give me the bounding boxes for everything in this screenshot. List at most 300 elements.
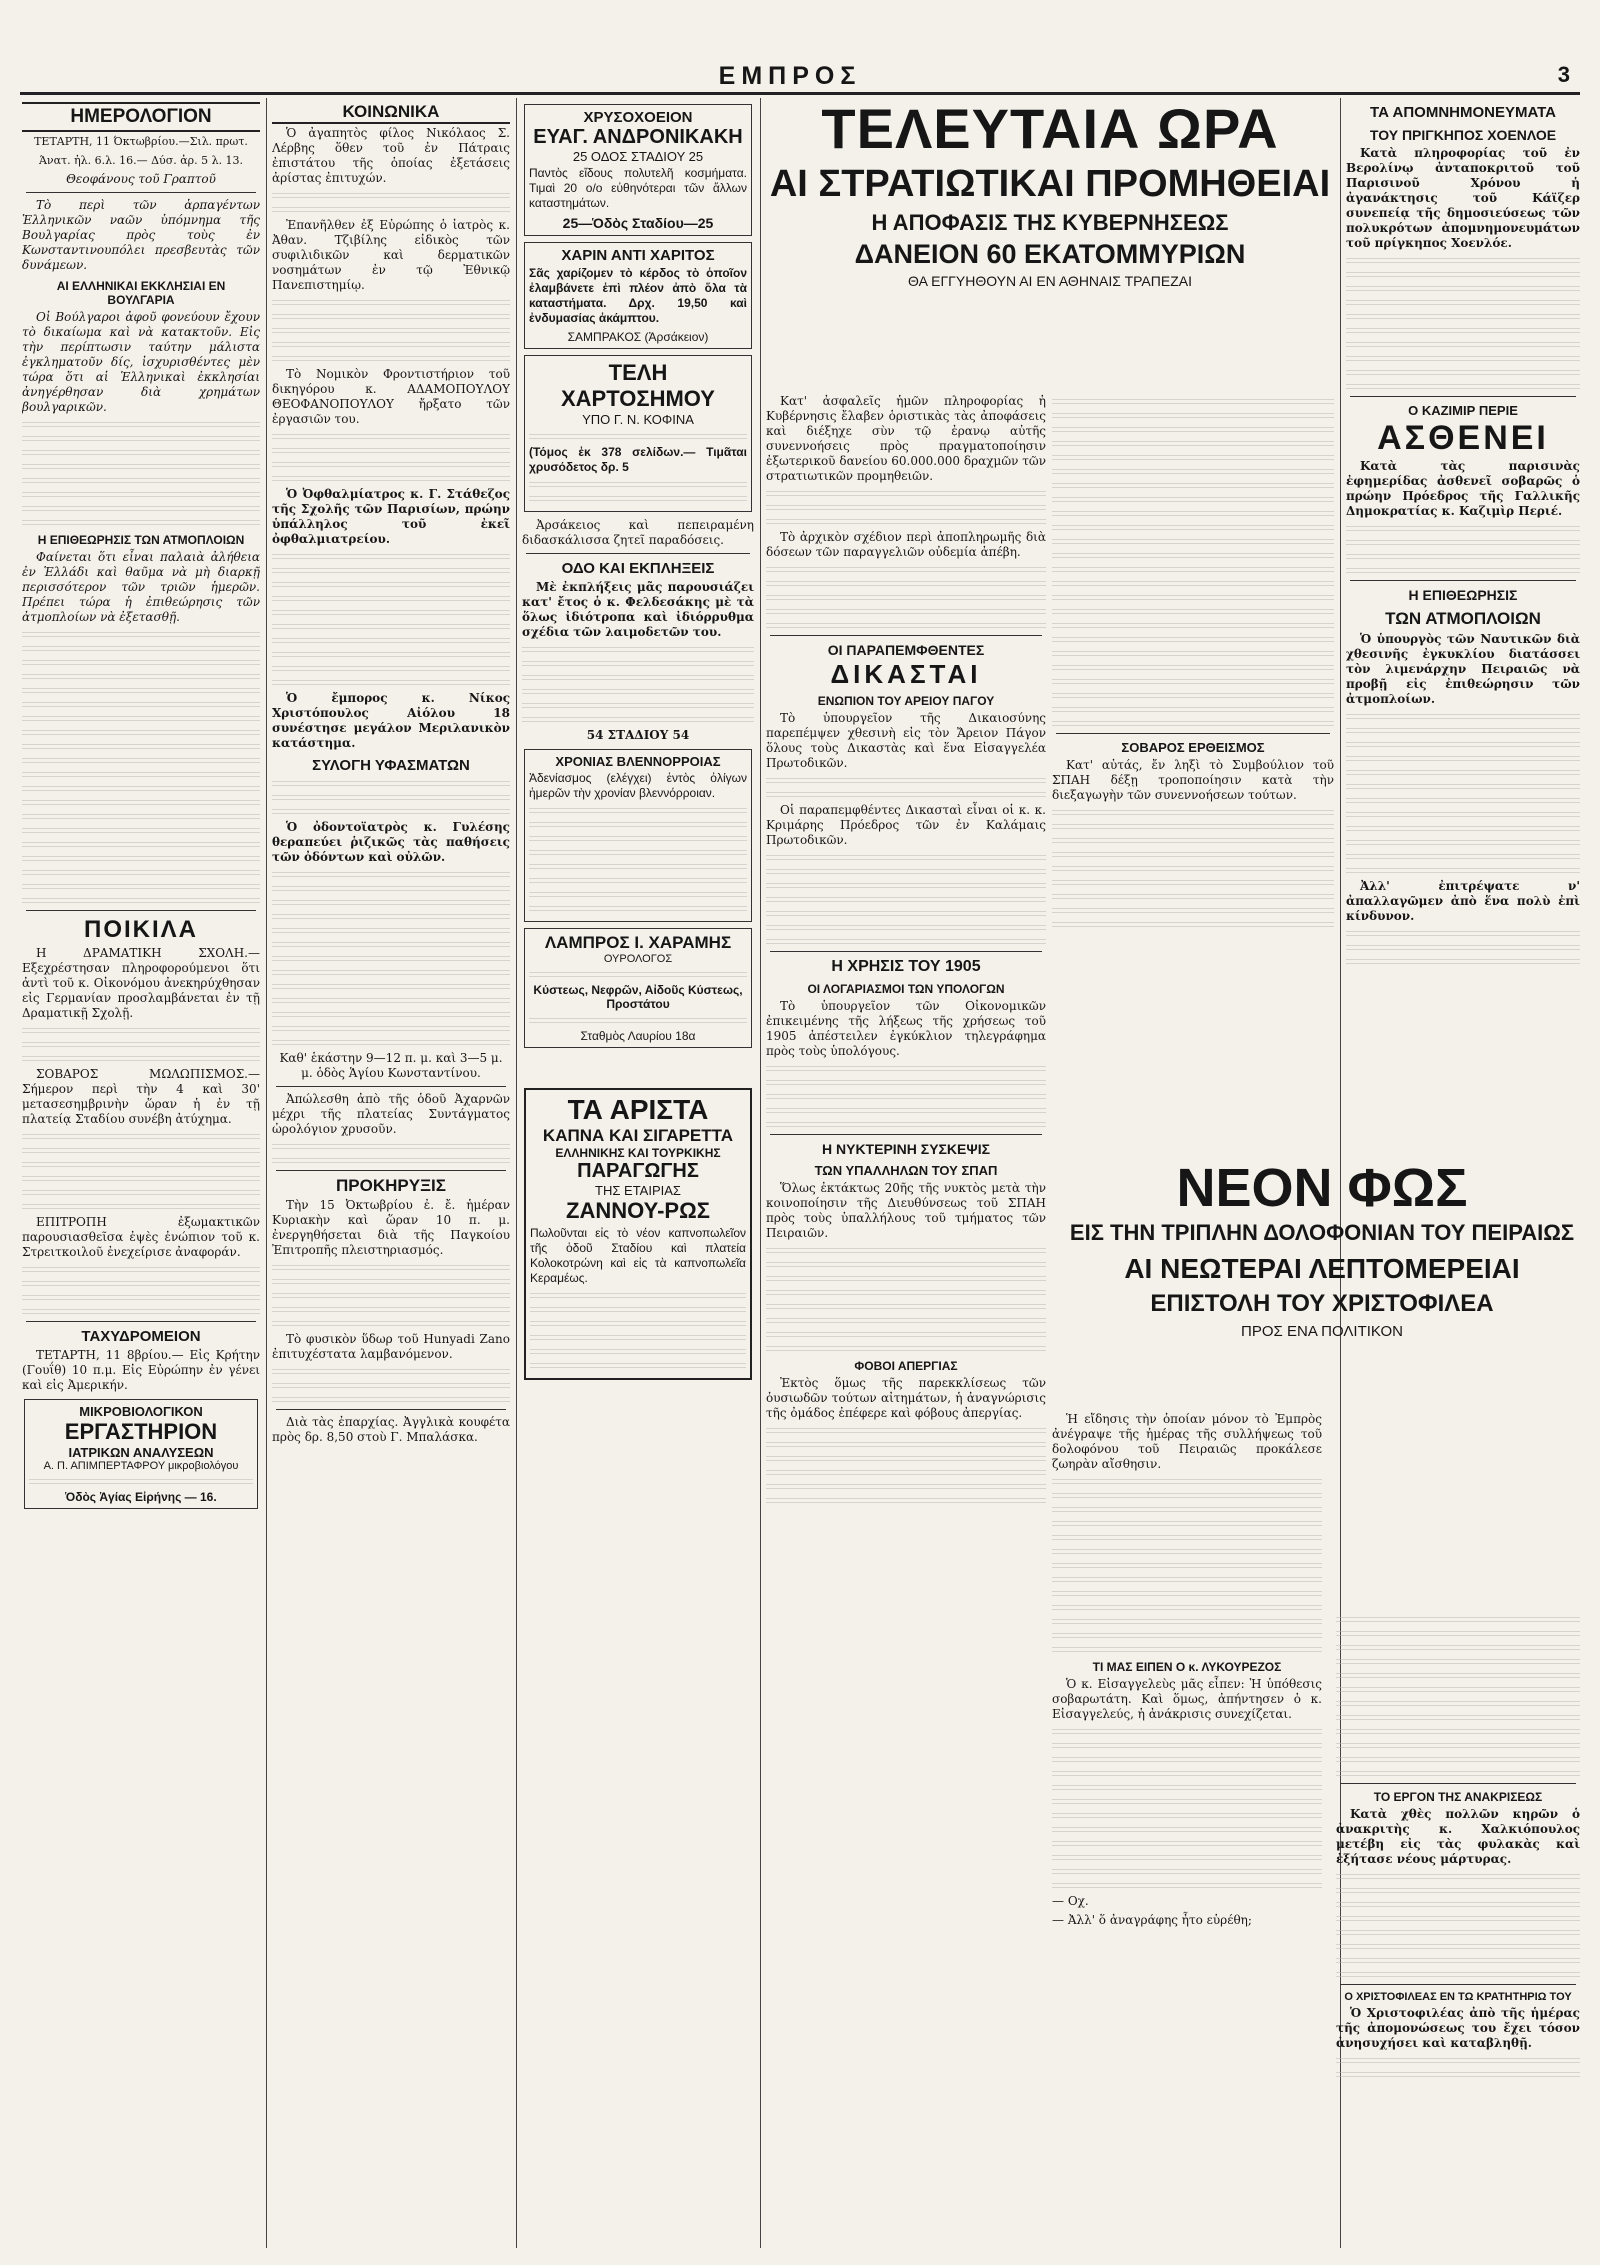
text-block: [1052, 1504, 1322, 1514]
text-block: [1052, 1490, 1322, 1500]
text-block: [1052, 536, 1334, 546]
clothing-advertisement: [524, 242, 752, 349]
text-block: [766, 1481, 1046, 1491]
text-block: [1052, 1532, 1322, 1542]
text-block: [766, 789, 1046, 799]
article-text: Τὴν 15 Ὀκτωβρίου ἐ. ἔ. ἡμέραν Κυριακὴν καὶ ὥραν 10 π. μ. ἐνεργηθήσεται διὰ τῆς Παγκοίου Ἐπιτροπῆς πλειστηριασμός.: [272, 1198, 510, 1257]
ad-line: 25 ΟΔΟΣ ΣΤΑΔΙΟΥ 25: [572, 149, 704, 164]
text-block: [22, 671, 260, 681]
text-block: [22, 741, 260, 751]
column-6b: [1336, 1610, 1580, 2240]
divider: [770, 635, 1042, 636]
text-block: [1052, 821, 1334, 831]
article-heading: ΣΥΛΟΓΗ ΥΦΑΣΜΑΤΩΝ: [312, 757, 470, 774]
date-line: ΤΕΤΑΡΤΗ, 11 Όκτωβρίου.—Σιλ. πρωτ.: [34, 135, 248, 148]
text-block: [1052, 550, 1334, 560]
text-block: [1346, 725, 1580, 735]
text-block: [22, 1053, 260, 1063]
text-block: [1336, 1670, 1580, 1680]
text-block: [22, 1292, 260, 1302]
section-heading: ΠΟΙΚΙΛΑ: [83, 916, 198, 943]
text-block: [1052, 522, 1334, 532]
headline-line: ΕΠΙΣΤΟΛΗ ΤΟΥ ΧΡΙΣΤΟΦΙΛΕΑ: [1150, 1290, 1494, 1318]
text-block: [1346, 837, 1580, 847]
article-text: Τὸ ἀρχικὸν σχέδιον περὶ ἀποπληρωμῆς διὰ δόσεων τῶν παραγγελιῶν οὐδεμία ἀπέβη.: [766, 530, 1046, 559]
text-block: [1052, 508, 1334, 518]
text-block: [1052, 835, 1334, 845]
column-4: [766, 392, 1046, 2242]
text-block: [22, 1145, 260, 1155]
column-divider: [516, 98, 517, 2248]
ad-title: ΕΡΓΑΣΤΗΡΙΟΝ: [64, 1419, 218, 1444]
article-text: Ἐπανῆλθεν ἐξ Εὐρώπης ὁ ἰατρὸς κ. Ἀθαν. Τζιβίλης εἰδικὸς τῶν συφιλιδικῶν καὶ δερματικῶν νοσημάτων ἐν τῷ Ἐθνικῷ Πανεπιστημίῳ.: [272, 218, 510, 292]
article-heading: ΕΝΩΠΙΟΝ ΤΟΥ ΑΡΕΙΟΥ ΠΑΓΟΥ: [817, 694, 995, 709]
ad-text: Σᾶς χαρίζομεν τὸ κέρδος τὸ ὁποῖον ἐλαμβάνετε ἐπὶ πλέον ἀπὸ ὅλα τὰ καταστήματα. Δρχ. 19,50 καὶ ἐνδυμασίας ἀκάμπτου.: [529, 266, 747, 325]
text-block: [22, 1159, 260, 1169]
text-block: [1336, 2055, 1580, 2065]
text-block: [1346, 353, 1580, 363]
article-heading: ΑΣΘΕΝΕΙ: [1377, 419, 1549, 457]
headline-line: Η ΑΠΟΦΑΣΙΣ ΤΗΣ ΚΥΒΕΡΝΗΣΕΩΣ: [871, 209, 1229, 235]
text-block: [766, 578, 1046, 588]
text-block: [1052, 919, 1334, 929]
section-heading: ΚΟΙΝΩΝΙΚΑ: [272, 102, 510, 124]
article-heading: ΦΟΒΟΙ ΑΠΕΡΓΙΑΣ: [854, 1359, 958, 1374]
text-block: [1052, 1740, 1322, 1750]
text-block: [272, 778, 510, 788]
section-heading: ΠΡΟΚΗΡΥΞΙΣ: [336, 1176, 446, 1195]
text-block: [272, 1023, 510, 1033]
headline-line: ΕΙΣ ΤΗΝ ΤΡΙΠΛΗΝ ΔΟΛΟΦΟΝΙΑΝ ΤΟΥ ΠΕΙΡΑΙΩΣ: [1069, 1219, 1575, 1245]
text-block: [22, 811, 260, 821]
book-advertisement: [524, 355, 752, 512]
text-block: [1052, 1754, 1322, 1764]
text-block: [766, 592, 1046, 602]
article-text: Τὸ ὑπουργεῖον τῆς Δικαιοσύνης παρεπέμψεν χθεσινὴ εἰς τὸν Ἄρειον Πάγον ὅλους τοὺς Δικαστὰς καὶ ἕνα Εἰσαγγελέα Πρωτοδικῶν.: [766, 711, 1046, 771]
text-block: [766, 620, 1046, 630]
text-block: [766, 1495, 1046, 1505]
article-text: Ὁ ὀδοντοϊατρὸς κ. Γυλέσης θεραπεύει ῥιζικῶς τὰς παθήσεις τῶν ὀδόντων καὶ οὐλῶν.: [272, 820, 510, 864]
text-block: [522, 658, 754, 668]
text-block: [766, 908, 1046, 918]
text-block: [530, 1360, 746, 1370]
text-block: [1052, 1518, 1322, 1528]
article-text: Ὁ Ὀφθαλμίατρος κ. Γ. Στάθεζος τῆς Σχολῆς τῶν Παρισίων, πρώην ὑπάλληλος τοῦ ἐκεῖ ὀφθαλμιατρείου.: [272, 487, 510, 546]
text-block: [1336, 1684, 1580, 1694]
text-block: [1052, 1810, 1322, 1820]
text-block: [22, 489, 260, 499]
article-text: Κατὰ χθὲς πολλῶν κηρῶν ὁ ἀνακριτὴς κ. Χαλκιόπουλος μετέβη εἰς τὰς φυλακὰς καὶ ἐξήτασε νέους μάρτυρας.: [1336, 1807, 1580, 1866]
text-block: [530, 1304, 746, 1314]
text-block: [766, 564, 1046, 574]
text-block: [1336, 1913, 1580, 1923]
ad-line: ΤΗΣ ΕΤΑΙΡΙΑΣ: [595, 1183, 681, 1198]
article-heading: ΤΟ ΕΡΓΟΝ ΤΗΣ ΑΝΑΚΡΙΣΕΩΣ: [1373, 1790, 1543, 1804]
text-block: [272, 353, 510, 363]
text-block: [22, 783, 260, 793]
text-block: [766, 502, 1046, 512]
text-block: [272, 1290, 510, 1300]
article-text: Οἱ Βούλγαροι ἀφοῦ φονεύουν ἔχουν τὸ δικαίωμα καὶ νὰ κατακτοῦν. Εἰς τὴν περίπτωσιν ταύτην μάλιστα ἐγκληματοῦν δίς, ἰσχυρισθέντες μὲν τώρα ὅτι αἱ Ἑλληνικαὶ ἐκκλησίαι ἀνηγέρθησαν διὰ χρημάτων βουλγαρικῶν.: [22, 310, 260, 414]
article-text: Ἐκτὸς ὅμως τῆς παρεκκλίσεως τῶν ὀυσιωδῶν τούτων αἰτημάτων, ἡ ἀναγνώρισις τῆς ὀμάδος ἐπέφερε καὶ φόβους ἀπεργίας.: [766, 1376, 1046, 1421]
text-block: [522, 686, 754, 696]
text-block: [1336, 1726, 1580, 1736]
masthead: [20, 62, 1580, 90]
headline-line: ΑΙ ΝΕΩΤΕΡΑΙ ΛΕΠΤΟΜΕΡΕΙΑΙ: [1124, 1252, 1520, 1284]
text-block: [1336, 1712, 1580, 1722]
ad-line: ΖΑΝΝΟΥ-ΡΩΣ: [566, 1198, 710, 1223]
main-headline-block: [766, 97, 1334, 290]
text-block: [529, 833, 747, 843]
text-block: [22, 755, 260, 765]
text-block: [22, 643, 260, 653]
divider: [770, 1134, 1042, 1135]
article-heading: Ο ΚΑΖΙΜΙΡ ΠΕΡΙΕ: [1408, 403, 1518, 418]
text-block: [1052, 578, 1334, 588]
text-block: [1052, 1726, 1322, 1736]
text-block: [272, 190, 510, 200]
article-heading: ΤΙ ΜΑΣ ΕΙΠΕΝ Ο κ. ΛΥΚΟΥΡΕΖΟΣ: [1092, 1660, 1282, 1674]
text-block: [1052, 1560, 1322, 1570]
article-text: Ὁ κ. Εἰσαγγελεὺς μᾶς εἶπεν: Ἡ ὑπόθεσις σοβαρωτάτη. Καὶ ὅμως, ἀπήντησεν ὁ κ. Εἰσαγγελεύς, ἡ ἀνάκρισις συνεχίζεται.: [1052, 1677, 1322, 1721]
column-divider: [266, 98, 267, 2248]
text-block: [1346, 537, 1580, 547]
text-block: [22, 1278, 260, 1288]
text-block: [766, 880, 1046, 890]
text-block: [272, 677, 510, 687]
text-block: [1346, 795, 1580, 805]
ad-address: 54 ΣΤΑΔΙΟΥ 54: [586, 728, 690, 742]
text-block: [766, 606, 1046, 616]
page-number: 3: [1557, 62, 1570, 87]
text-block: [272, 579, 510, 589]
main-subheadline: ΑΙ ΣΤΡΑΤΙΩΤΙΚΑΙ ΠΡΟΜΗΘΕΙΑΙ: [769, 162, 1331, 205]
article-heading: ΣΟΒΑΡΟΣ ΕΡΘΕΙΣΜΟΣ: [1121, 740, 1265, 755]
article-text: Διὰ τὰς ἐπαρχίας. Ἀγγλικὰ κουφέτα πρὸς δρ. 8,50 στοὺ Γ. Μπαλάσκα.: [272, 1415, 510, 1444]
divider: [1340, 1783, 1576, 1784]
article-text: Μὲ ἐκπλήξεις μᾶς παρουσιάζει κατ' ἔτος ὁ κ. Φελδεσάκης μὲ τὰ ὅλως ἰδιότροπα καὶ ἰδιόρρυθμα σχέδια τῶν λαιμοδετῶν του.: [522, 580, 754, 639]
article-text: Ὅλως ἐκτάκτως 20ῆς τῆς νυκτὸς μετὰ τὴν κοινοποίησιν τῆς Διευθύνσεως τοῦ ΣΠΑΗ πρὸς τοὺς ὑπαλλήλους τοῦ τμήματος τῶν Πειραιῶν.: [766, 1181, 1046, 1241]
neon-fos-headline-block: [1052, 1160, 1592, 1340]
article-text: Ἀπώλεσθη ἀπὸ τῆς ὁδοῦ Ἀχαρνῶν μέχρι τῆς πλατείας Συντάγματος ὠρολόγιον χρυσοῦν.: [272, 1092, 510, 1136]
text-block: [1336, 1628, 1580, 1638]
text-block: [1346, 823, 1580, 833]
text-block: [22, 895, 260, 905]
text-block: [529, 889, 747, 899]
text-block: [272, 607, 510, 617]
article-text: Φαίνεται ὅτι εἶναι παλαιὰ ἀλήθεια ἐν Ἑλλάδι καὶ θαῦμα νὰ μὴ διαρκῇ περισσότερον τῶν τριῶν ἡμερῶν. Πρέπει τώρα ἡ ἐπιθεώρησις τῶν ἀτμοπλοίων νὰ ἐξετασθῇ.: [22, 550, 260, 624]
text-block: [1052, 480, 1334, 490]
calendar-heading: ΗΜΕΡΟΛΟΓΙΟΝ: [22, 102, 260, 132]
text-block: [22, 797, 260, 807]
text-block: [22, 1264, 260, 1274]
article-text: ΕΠΙΤΡΟΠΗ ἐξωμακτικῶν παρουσιασθεῖσα ἐψὲς ἐνώπιον τοῦ κ. Στρειτκοιλοῦ ἐνεχείρισε ἀναφοράν.: [22, 1215, 260, 1259]
article-heading: Η ΕΠΙΘΕΩΡΗΣΙΣ ΤΩΝ ΑΤΜΟΠΛΟΙΩΝ: [37, 533, 245, 547]
text-block: [1346, 551, 1580, 561]
ad-line: Α. Π. ΑΠΙΜΠΕΡΤΑΦΡΟΥ μικροβιολόγου: [43, 1460, 239, 1472]
text-block: [1052, 1644, 1322, 1654]
text-block: [272, 1380, 510, 1390]
text-block: [1336, 2069, 1580, 2079]
article-text: Τὸ Νομικὸν Φροντιστήριον τοῦ δικηγόρου κ. ΑΔΑΜΟΠΟΥΛΟΥ ΘΕΟΦΑΝΟΠΟΥΛΟΥ ἤρξατο τῶν ἐργασιῶν του.: [272, 367, 510, 426]
text-block: [1336, 1642, 1580, 1652]
text-block: [1346, 339, 1580, 349]
text-block: [766, 1063, 1046, 1073]
text-block: [22, 1187, 260, 1197]
text-block: [1052, 1630, 1322, 1640]
ad-title: ΕΥΑΓ. ΑΝΔΡΟΝΙΚΑΚΗ: [533, 126, 743, 148]
ad-title: ΛΑΜΠΡΟΣ Ι. ΧΑΡΑΜΗΣ: [544, 933, 732, 952]
text-block: [1336, 1754, 1580, 1764]
divider: [276, 1170, 506, 1171]
text-block: [1346, 753, 1580, 763]
lab-advertisement: [24, 1399, 258, 1509]
article-text: — Οχ.: [1052, 1894, 1089, 1908]
newspaper-title: ΕΜΠΡΟΣ: [718, 62, 862, 90]
text-block: [529, 861, 747, 871]
text-block: [272, 883, 510, 893]
article-text: Τὸ ὑπουργεῖον τῶν Οἰκονομικῶν ἐπικειμένης τῆς λήξεως τῆς χρήσεως τοῦ 1905 ἀπέστειλεν ἐγκύκλιον τηλεγράφημα πρὸς τοὺς ὑπολόγους.: [766, 999, 1046, 1059]
text-block: [272, 1155, 510, 1165]
text-block: [272, 1037, 510, 1047]
text-block: [1336, 1969, 1580, 1979]
text-block: [1052, 1602, 1322, 1612]
column-1: [22, 98, 260, 2248]
article-heading: Ο ΧΡΙΣΤΟΦΙΛΕΑΣ ΕΝ ΤΩ ΚΡΑΤΗΤΗΡΙΩ ΤΟΥ: [1344, 1991, 1572, 2003]
ad-title: ΤΕΛΗ ΧΑΡΤΟΣΗΜΟΥ: [561, 360, 715, 411]
text-block: [766, 1329, 1046, 1339]
text-block: [1052, 877, 1334, 887]
ad-title: ΧΑΡΙΝ ΑΝΤΙ ΧΑΡΙΤΟΣ: [561, 247, 715, 264]
text-block: [529, 903, 747, 913]
text-block: [1052, 494, 1334, 504]
text-block: [272, 459, 510, 469]
text-block: [766, 1315, 1046, 1325]
text-block: [1346, 325, 1580, 335]
article-text: — Ἀλλ' ὅ ἀναγράφης ἦτο εὑρέθη;: [1052, 1913, 1252, 1927]
article-heading: ΤΩΝ ΑΤΜΟΠΛΟΙΩΝ: [1385, 608, 1541, 628]
text-block: [1052, 1880, 1322, 1890]
article-text: Κατὰ τὰς παρισινὰς ἐφημερίδας ἀσθενεῖ σοβαρῶς ὁ πρώην Πρόεδρος τῆς Γαλλικῆς Δημοκρατίας κ. Καζιμὶρ Περιέ.: [1346, 458, 1580, 518]
text-block: [766, 1439, 1046, 1449]
text-block: [766, 1259, 1046, 1269]
text-block: [272, 204, 510, 214]
article-text: Ὁ Χριστοφιλέας ἀπὸ τῆς ἡμέρας τῆς ἀπομονώσεως του ἔχει τόσον ἀνησυχήσει καὶ καταβληθῇ.: [1336, 2006, 1580, 2050]
ad-address: 25—Ὁδὸς Σταδίου—25: [562, 215, 714, 231]
ad-line: Κύστεως, Νεφρῶν, Αἰδοῦς Κύστεως, Προστάτου: [533, 983, 743, 1011]
text-block: [766, 1119, 1046, 1129]
text-block: [272, 939, 510, 949]
article-text: Κατ' αὐτάς, ἔν ληξὶ τὸ Συμβούλιον τοῦ ΣΠΑΗ δέξῃ τροποποίησιν κατὰ τὴν διεξαγωγὴν τῶν συνεννοήσεων τούτων.: [1052, 758, 1334, 802]
ad-title: ΧΡΟΝΙΑΣ ΒΛΕΝΝΟΡΡΟΙΑΣ: [555, 754, 721, 769]
text-block: [1052, 905, 1334, 915]
text-block: [272, 967, 510, 977]
text-block: [22, 853, 260, 863]
text-block: [272, 897, 510, 907]
text-block: [766, 1273, 1046, 1283]
text-block: [1336, 1941, 1580, 1951]
article-text: ΣΟΒΑΡΟΣ ΜΩΛΩΠΙΣΜΟΣ.— Σήμερον περὶ τὴν 4 καὶ 30' μετασεσημβρινὴν ὥραν ἡ ἐν τῇ πλατείᾳ Σταδίου συνέβη ἀτύχημα.: [22, 1067, 260, 1126]
text-block: [272, 1318, 510, 1328]
text-block: [272, 649, 510, 659]
text-block: [272, 792, 510, 802]
text-block: [272, 339, 510, 349]
text-block: [1052, 863, 1334, 873]
text-block: [766, 1245, 1046, 1255]
text-block: [272, 325, 510, 335]
divider: [1056, 733, 1330, 734]
text-block: [766, 1091, 1046, 1101]
article-heading: ΑΙ ΕΛΛΗΝΙΚΑΙ ΕΚΚΛΗΣΙΑΙ ΕΝ ΒΟΥΛΓΑΡΙΑ: [56, 279, 226, 307]
text-block: [1052, 1574, 1322, 1584]
text-block: [1346, 865, 1580, 875]
ad-line: ΜΙΚΡΟΒΙΟΛΟΓΙΚΟΝ: [79, 1404, 203, 1419]
text-block: [530, 1290, 746, 1300]
text-block: [272, 806, 510, 816]
article-text: Η ΔΡΑΜΑΤΙΚΗ ΣΧΟΛΗ.—Εξεχρέστησαν πληροφορούμενοι ὅτι ἀντὶ τοῦ κ. Οἰκονόμου ἀνεκηρύχθησαν εἰς Γερμανίαν προσλαμβάνεται ἐν τῇ Δραματικῇ Σχολῇ.: [22, 946, 260, 1020]
text-block: [1346, 942, 1580, 952]
sun-line: Άνατ. ἡλ. 6.λ. 16.— Δύσ. ἀρ. 5 λ. 13.: [38, 154, 244, 167]
text-block: [522, 714, 754, 724]
article-heading: ΔΙΚΑΣΤΑΙ: [830, 659, 982, 689]
text-block: [22, 867, 260, 877]
divider: [26, 1321, 256, 1322]
top-rule: [20, 92, 1580, 95]
text-block: [272, 911, 510, 921]
text-block: [22, 1306, 260, 1316]
text-block: [272, 1262, 510, 1272]
text-block: [766, 488, 1046, 498]
text-block: [1346, 523, 1580, 533]
text-block: [1052, 1824, 1322, 1834]
text-block: [1052, 662, 1334, 672]
column-5: [1052, 392, 1334, 1152]
divider: [276, 1409, 506, 1410]
text-block: [529, 493, 747, 503]
ad-line: ΣΑΜΠΡΑΚΟΣ (Ἀρσάκειον): [567, 330, 709, 344]
text-block: [766, 936, 1046, 946]
text-block: [272, 1009, 510, 1019]
text-block: [22, 447, 260, 457]
text-block: [1052, 564, 1334, 574]
ad-address: Σταθμὸς Λαυρίου 18α: [580, 1029, 696, 1043]
text-block: [272, 311, 510, 321]
text-block: [1052, 606, 1334, 616]
text-block: [1052, 438, 1334, 448]
text-block: [766, 866, 1046, 876]
column-3: [522, 98, 754, 2248]
text-block: [1346, 956, 1580, 966]
divider: [276, 1086, 506, 1087]
text-block: [22, 769, 260, 779]
text-block: [22, 461, 260, 471]
text-block: [1052, 807, 1334, 817]
text-block: [22, 517, 260, 527]
section-heading: ΟΔΟ ΚΑΙ ΕΚΠΛΗΞΕΙΣ: [561, 560, 715, 577]
text-block: [272, 995, 510, 1005]
text-block: [530, 1318, 746, 1328]
text-block: [272, 297, 510, 307]
text-block: [1346, 381, 1580, 391]
article-text: Ἀρσάκειος καὶ πεπειραμένη διδασκάλισσα ζητεῖ παραδόσεις.: [522, 518, 754, 547]
text-block: [272, 925, 510, 935]
text-block: [529, 805, 747, 815]
text-block: [766, 852, 1046, 862]
article-text: Τὸ περὶ τῶν ἁρπαγέντων Ἑλληνικῶν ναῶν ὑπόμνημα τῆς Βουλγαρίας πρὸς τοὺς ἐν Κωνσταντινουπόλει πρεσβευτὰς τῶν δυνάμεων.: [22, 198, 260, 272]
text-block: [272, 953, 510, 963]
text-block: [766, 1301, 1046, 1311]
column-divider: [760, 98, 761, 2248]
text-block: [22, 699, 260, 709]
article-text: Κατὰ πληροφορίας τοῦ ἐν Βερολίνῳ ἀνταποκριτοῦ τοῦ Παρισινοῦ Χρόνου ἡ ἀγανάκτησις τοῦ Κάϊζερ συνεπείᾳ τῆς δημοσιεύσεως τῶν πολυκρότων ἀπομνημονευμάτων τοῦ πρίγκηπος Χοενλόε.: [1346, 146, 1580, 250]
article-heading: ΤΟΥ ΠΡΙΓΚΗΠΟΣ ΧΟΕΝΛΟΕ: [1369, 127, 1557, 143]
text-block: [1336, 1698, 1580, 1708]
text-block: [22, 825, 260, 835]
text-block: [272, 431, 510, 441]
text-block: [272, 663, 510, 673]
text-block: [766, 1287, 1046, 1297]
ad-text: Παντὸς εἴδους πολυτελῆ κοσμήματα. Τιμαὶ 20 ο/ο εὐθηνότεραι τῶν ἄλλων καταστημάτων.: [529, 166, 747, 210]
article-heading: Η ΧΡΗΣΙΣ ΤΟΥ 1905: [831, 958, 981, 976]
ad-line: ΟΥΡΟΛΟΓΟΣ: [603, 953, 673, 965]
text-block: [529, 431, 747, 441]
text-block: [1336, 1927, 1580, 1937]
text-block: [766, 1343, 1046, 1353]
text-block: [1052, 690, 1334, 700]
text-block: [22, 1025, 260, 1035]
text-block: [272, 1304, 510, 1314]
text-block: [22, 727, 260, 737]
text-block: [1052, 452, 1334, 462]
text-block: [1052, 1782, 1322, 1792]
text-block: [529, 479, 747, 489]
medical-advertisement: [524, 749, 752, 922]
text-block: [766, 1467, 1046, 1477]
divider: [1350, 396, 1576, 397]
text-block: [1336, 1885, 1580, 1895]
doctor-advertisement: [524, 928, 752, 1048]
ad-address: Ὁδὸς Ἁγίας Εἰρήνης — 16.: [65, 1490, 217, 1504]
article-text: Ἀλλ' ἐπιτρέψατε ν' ἀπαλλαγῶμεν ἀπὸ ἕνα πολὺ ἐπὶ κίνδυνον.: [1346, 878, 1580, 923]
text-block: [1052, 891, 1334, 901]
text-block: [766, 516, 1046, 526]
text-block: [1336, 1955, 1580, 1965]
article-text: Καθ' ἑκάστην 9—12 π. μ. καὶ 3—5 μ. μ. ὁδὸς Ἁγίου Κωνσταντίνου.: [279, 1051, 503, 1080]
text-block: [22, 1201, 260, 1211]
text-block: [1052, 1768, 1322, 1778]
divider: [1350, 580, 1576, 581]
text-block: [1346, 565, 1580, 575]
text-block: [1052, 1546, 1322, 1556]
column-5b: [1052, 1410, 1322, 2240]
jeweller-advertisement: [524, 104, 752, 236]
text-block: [1346, 311, 1580, 321]
divider: [1340, 1984, 1576, 1985]
text-block: [1052, 1588, 1322, 1598]
text-block: [1346, 781, 1580, 791]
text-block: [272, 473, 510, 483]
text-block: [1052, 1866, 1322, 1876]
article-text: Ὁ ἔμπορος κ. Νίκος Χριστόπουλος Αἰόλου 18 συνέστησε μεγάλον Μεριλανικὸν κατάστημα.: [272, 691, 510, 750]
article-heading: ΟΙ ΛΟΓΑΡΙΑΣΜΟΙ ΤΩΝ ΥΠΟΛΟΓΩΝ: [807, 982, 1005, 997]
divider: [526, 553, 750, 554]
text-block: [1052, 849, 1334, 859]
text-block: [529, 875, 747, 885]
text-block: [1346, 928, 1580, 938]
text-block: [1346, 255, 1580, 265]
text-block: [272, 981, 510, 991]
text-block: [22, 881, 260, 891]
